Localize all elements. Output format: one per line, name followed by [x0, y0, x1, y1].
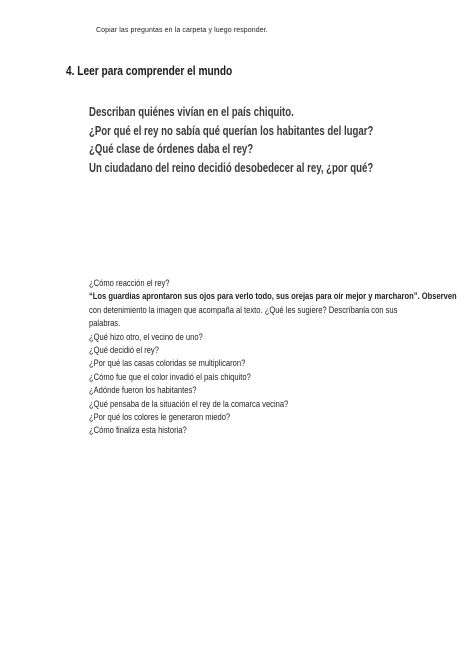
- question-line: ¿Cómo finaliza esta historia?: [89, 425, 187, 437]
- question-line: Un ciudadano del reino decidió desobedecer al rey, ¿por qué?: [89, 159, 374, 175]
- questions-block-secondary: [89, 277, 474, 438]
- question-line: palabras.: [89, 318, 121, 330]
- question-line: ¿Qué decidió el rey?: [89, 345, 159, 357]
- question-line: con detenimiento la imagen que acompaña al texto. ¿Qué les sugiere? Descríbanla con sus: [89, 304, 398, 316]
- question-line: ¿Cómo fue que el color invadió el país chiquito?: [89, 371, 251, 383]
- section-title: 4. Leer para comprender el mundo: [66, 63, 233, 78]
- question-line: ¿Qué hizo otro, el vecino de uno?: [89, 331, 203, 343]
- question-line: ¿Por qué las casas coloridas se multiplicaron?: [89, 358, 246, 370]
- question-line: Describan quiénes vivían en el país chiquito.: [89, 104, 294, 119]
- question-line: ¿Qué clase de órdenes daba el rey?: [89, 141, 254, 156]
- instruction-text: Copiar las preguntas en la carpeta y luego responder.: [96, 27, 268, 34]
- quote-line: “Los guardias aprontaron sus ojos para verlo todo, sus orejas para oír mejor y marcharon”. Observen: [89, 291, 457, 303]
- question-line: ¿Por qué el rey no sabía qué querían los habitantes del lugar?: [89, 122, 374, 138]
- question-line: ¿Por qué los colores le generaron miedo?: [89, 412, 231, 424]
- question-line: ¿Qué pensaba de la situación el rey de la comarca vecina?: [89, 398, 289, 410]
- questions-block-main: [89, 103, 469, 177]
- question-line: ¿Adónde fueron los habitantes?: [89, 385, 197, 397]
- question-line: ¿Cómo reacción el rey?: [89, 278, 170, 289]
